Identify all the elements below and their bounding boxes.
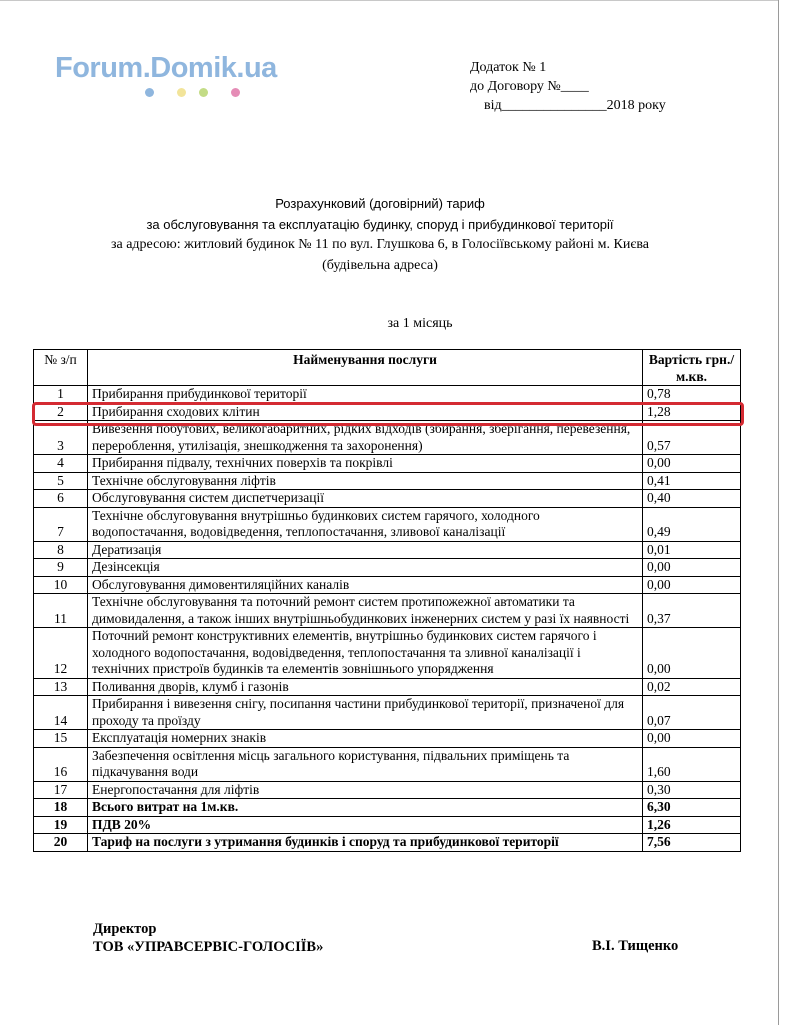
row-number: 17 [34,781,88,799]
signature-company: ТОВ «УПРАВСЕРВІС-ГОЛОСІЇВ» [93,939,324,955]
title-line-1: Розрахунковий (договірний) тариф [275,196,485,211]
row-service-name: Дератизація [88,541,643,559]
row-cost: 0,78 [643,386,741,404]
row-number: 8 [34,541,88,559]
row-service-name: Енергопостачання для ліфтів [88,781,643,799]
table-row [34,696,741,730]
annex-line-3: від_______________2018 року [484,98,666,113]
table-row [34,386,741,404]
table-row [34,781,741,799]
row-cost: 6,30 [643,799,741,817]
page-border-top [0,0,778,1]
logo-dot-blue [145,88,154,97]
row-service-name: Дезінсекція [88,559,643,577]
table-row [34,730,741,748]
row-cost: 7,56 [643,834,741,852]
row-number: 16 [34,747,88,781]
annex-line-2: до Договору №____ [470,79,589,94]
row-cost: 1,28 [643,403,741,421]
table-header-row [34,350,741,386]
logo-dot-yellow [177,88,186,97]
period-label: за 1 місяць [387,316,453,331]
logo-text: Forum.Domik.ua [55,52,277,84]
row-number: 12 [34,628,88,679]
row-number: 5 [34,472,88,490]
annex-header [470,58,666,115]
row-number: 18 [34,799,88,817]
header-service: Найменування послуги [88,350,643,386]
table-row [34,559,741,577]
row-number: 11 [34,594,88,628]
row-cost: 0,41 [643,472,741,490]
signature-block [93,920,323,956]
table-row [34,628,741,679]
row-service-name: Прибирання і вивезення снігу, посипання частини прибудинкової території, призначеної для проходу та проїзду [88,696,643,730]
row-service-name: Обслуговування димовентиляційних каналів [88,576,643,594]
document-title [40,194,720,276]
row-number: 1 [34,386,88,404]
row-cost: 1,60 [643,747,741,781]
table-row [34,472,741,490]
row-service-name: Прибирання сходових клітин [88,403,643,421]
row-service-name: ПДВ 20% [88,816,643,834]
row-number: 4 [34,455,88,473]
title-address-note: (будівельна адреса) [322,257,438,273]
row-cost: 0,49 [643,507,741,541]
row-cost: 0,00 [643,628,741,679]
title-address: за адресою: житловий будинок № 11 по вул. Глушкова 6, в Голосіївському районі м. Києва [110,237,650,252]
table-row [34,747,741,781]
logo-dots [145,88,245,100]
tariff-table [33,349,741,852]
row-cost: 0,00 [643,730,741,748]
table-row [34,403,741,421]
row-cost: 0,07 [643,696,741,730]
row-service-name: Технічне обслуговування ліфтів [88,472,643,490]
table-row [34,799,741,817]
row-number: 6 [34,490,88,508]
row-cost: 0,00 [643,576,741,594]
row-cost: 0,57 [643,421,741,455]
row-service-name: Поливання дворів, клумб і газонів [88,678,643,696]
table-row [34,678,741,696]
row-number: 20 [34,834,88,852]
title-line-2: за обслуговування та експлуатацію будинку, споруд і прибудинкової території [146,216,614,232]
row-service-name: Технічне обслуговування внутрішньо будинкових систем гарячого, холодного водопостачання, водовідведення, теплопостачання, зливової каналізації [88,507,643,541]
row-number: 7 [34,507,88,541]
row-number: 10 [34,576,88,594]
table-row [34,594,741,628]
row-service-name: Тариф на послуги з утримання будинків і споруд та прибудинкової території [88,834,643,852]
site-logo [55,52,277,85]
row-service-name: Обслуговування систем диспетчеризації [88,490,643,508]
row-service-name: Експлуатація номерних знаків [88,730,643,748]
header-cost: Вартість грн./м.кв. [643,350,741,386]
table-row [34,816,741,834]
row-number: 2 [34,403,88,421]
row-service-name: Забезпечення освітлення місць загального користування, підвальних приміщень та підкачування води [88,747,643,781]
row-number: 15 [34,730,88,748]
row-service-name: Поточний ремонт конструктивних елементів, внутрішньо будинкових систем гарячого і холодного водопостачання, водовідведення, теплопостачання та зливної каналізації і технічних пристроїв будинків та елементів зовнішнього упорядження [88,628,643,679]
row-cost: 0,40 [643,490,741,508]
row-number: 19 [34,816,88,834]
row-service-name: Прибирання підвалу, технічних поверхів та покрівлі [88,455,643,473]
row-service-name: Прибирання прибудинкової території [88,386,643,404]
table-row [34,421,741,455]
table-row [34,834,741,852]
row-service-name: Технічне обслуговування та поточний ремонт систем протипожежної автоматики та димовидалення, а також інших внутрішньобудинкових інженерних систем у разі їх наявності [88,594,643,628]
row-number: 3 [34,421,88,455]
row-cost: 0,00 [643,559,741,577]
page-border-right [778,0,779,1025]
row-service-name: Всього витрат на 1м.кв. [88,799,643,817]
row-service-name: Вивезення побутових, великогабаритних, рідких відходів (збирання, зберігання, перевезення, перероблення, утилізація, знешкодження та захоронення) [88,421,643,455]
table-row [34,490,741,508]
annex-line-1: Додаток № 1 [470,60,547,75]
logo-dot-green [199,88,208,97]
row-number: 9 [34,559,88,577]
row-cost: 0,37 [643,594,741,628]
row-cost: 0,30 [643,781,741,799]
table-row [34,576,741,594]
table-row [34,455,741,473]
row-number: 14 [34,696,88,730]
table-row [34,541,741,559]
signature-person: В.І. Тищенко [592,938,679,954]
header-number: № з/п [34,350,88,386]
row-cost: 1,26 [643,816,741,834]
row-number: 13 [34,678,88,696]
row-cost: 0,01 [643,541,741,559]
row-cost: 0,02 [643,678,741,696]
signature-position: Директор [93,921,157,937]
table-row [34,507,741,541]
row-cost: 0,00 [643,455,741,473]
logo-dot-pink [231,88,240,97]
